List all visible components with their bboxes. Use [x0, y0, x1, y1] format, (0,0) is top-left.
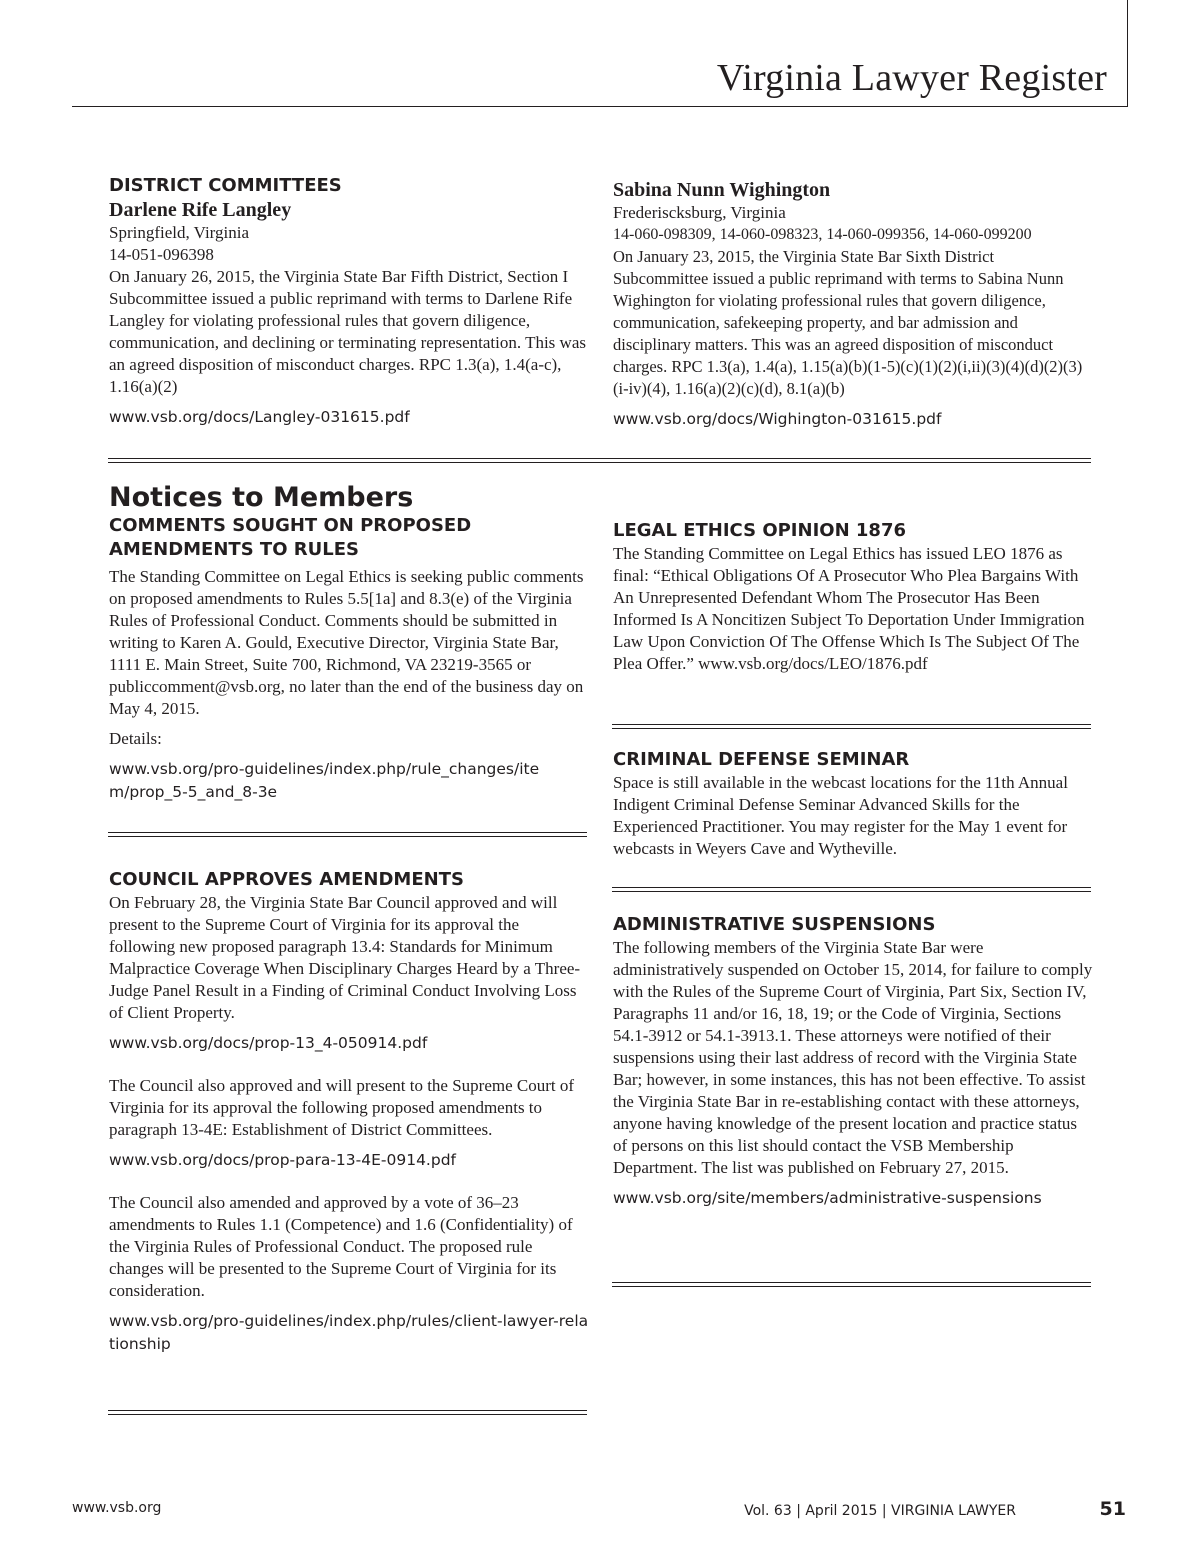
person-name: Sabina Nunn Wighington — [613, 179, 831, 201]
council-link-1[interactable]: www.vsb.org/docs/prop-13_4-050914.pdf — [109, 1034, 428, 1052]
disciplinary-text: On January 23, 2015, the Virginia State Bar Sixth District Subcommittee issued a public reprimand with terms to Sabina Nunn Wighington for violating professional rules that govern diligence, communication, safekeeping property, and bar admission and disciplinary matters. This was an agreed disposition of misconduct charges. RPC 1.3(a), 1.4(a), 1.15(a)(b)(1-5)(c)(1)(2)(i,ii)(3)(4)(d)(2)(3)(i-iv)(4), 1.16(a)(2)(c)(d), 8.1(a)(b) — [613, 247, 1083, 398]
council-text-1: On February 28, the Virginia State Bar Council approved and will present to the Supreme Court of Virginia for its approval the following new proposed paragraph 13.4: Standards for Minimum Malpractice Coverage When Disciplinary Charges Heard by a Three-Judge Panel Result in a Finding of Criminal Conduct Involving Loss of Client Property. — [109, 893, 581, 1022]
leo-heading: LEGAL ETHICS OPINION 1876 — [613, 520, 907, 541]
section-divider — [108, 458, 1091, 463]
suspensions-link[interactable]: www.vsb.org/site/members/administrative-suspensions — [613, 1189, 1042, 1207]
person-name: Darlene Rife Langley — [109, 199, 292, 221]
section-divider — [108, 1410, 587, 1415]
council-heading: COUNCIL APPROVES AMENDMENTS — [109, 869, 464, 890]
council-link-2[interactable]: www.vsb.org/docs/prop-para-13-4E-0914.pdf — [109, 1151, 456, 1169]
suspensions-text: The following members of the Virginia State Bar were administratively suspended on October 15, 2014, for failure to comply with the Rules of the Supreme Court of Virginia, Part Six, Section IV, Paragraphs 11 and/or 16, 18, 19; or the Code of Virginia, Sections 54.1-3912 or 54.1-3913.1. These attorneys were notified of their suspensions using their last address of record with the Virginia State Bar; however, in some instances, this has not been effective. To assist the Virginia State Bar in re-establishing contact with these attorneys, anyone having knowledge of the present location and practice status of persons on this list should contact the VSB Membership Department. The list was published on February 27, 2015. — [613, 938, 1093, 1177]
case-number: 14-051-096398 — [109, 245, 214, 264]
seminar-text: Space is still available in the webcast locations for the 11th Annual Indigent Criminal Defense Seminar Advanced Skills for the Experienced Practitioner. You may register for the May 1 event for webcasts in Weyers Cave and Wytheville. — [613, 773, 1068, 858]
notices-heading: Notices to Members — [109, 482, 414, 513]
suspensions-section — [613, 913, 1093, 1210]
council-text-3: The Council also amended and approved by a vote of 36–23 amendments to Rules 1.1 (Competence) and 1.6 (Confidentiality) of the Virginia Rules of Professional Conduct. The proposed rule changes will be presented to the Supreme Court of Virginia for its consideration. — [109, 1193, 573, 1300]
suspensions-heading: ADMINISTRATIVE SUSPENSIONS — [613, 914, 936, 935]
leo-section — [613, 519, 1093, 675]
header-rule — [72, 106, 1128, 107]
page-number: 51 — [1099, 1498, 1126, 1520]
council-text-2: The Council also approved and will present to the Supreme Court of Virginia for its approval the following proposed amendments to paragraph 13-4E: Establishment of District Committees. — [109, 1076, 575, 1139]
header-title: Virginia Lawyer Register — [716, 57, 1107, 99]
person-location: Springfield, Virginia — [109, 223, 250, 242]
disciplinary-text: On January 26, 2015, the Virginia State Bar Fifth District, Section I Subcommittee issued a public reprimand with terms to Darlene Rife Langley for violating professional rules that govern diligence, communication, and declining or terminating representation. This was an agreed disposition of misconduct charges. RPC 1.3(a), 1.4(a-c), 1.16(a)(2) — [109, 267, 586, 396]
council-section — [109, 868, 589, 1356]
section-divider — [612, 887, 1091, 892]
section-divider — [612, 1282, 1091, 1287]
comments-heading: COMMENTS SOUGHT ON PROPOSED AMENDMENTS TO RULES — [109, 515, 472, 560]
seminar-section — [613, 748, 1093, 860]
leo-text: The Standing Committee on Legal Ethics has issued LEO 1876 as final: “Ethical Obligations Of A Prosecutor Who Plea Bargains With An Unrepresented Defendant Whom The Prosecutor Has Been Informed Is A Noncitizen Subject To Deportation Under Immigration Law Upon Conviction Of The Offense Which Is The Subject Of The Plea Offer.” www.vsb.org/docs/LEO/1876.pdf — [613, 544, 1085, 673]
council-link-3[interactable]: www.vsb.org/pro-guidelines/index.php/rules/client-lawyer-relationship — [109, 1312, 589, 1353]
case-numbers: 14-060-098309, 14-060-098323, 14-060-099356, 14-060-099200 — [613, 226, 1032, 243]
footer-issue: Vol. 63 | April 2015 | VIRGINIA LAWYER — [744, 1503, 1016, 1519]
comments-section — [109, 482, 589, 804]
langley-entry — [109, 174, 589, 429]
pdf-link[interactable]: www.vsb.org/docs/Langley-031615.pdf — [109, 408, 410, 426]
wighington-entry — [613, 178, 1093, 431]
pdf-link[interactable]: www.vsb.org/docs/Wighington-031615.pdf — [613, 410, 942, 428]
section-heading-district-committees: DISTRICT COMMITTEES — [109, 175, 342, 196]
footer-website[interactable]: www.vsb.org — [72, 1500, 162, 1516]
section-divider — [612, 724, 1091, 729]
comments-text: The Standing Committee on Legal Ethics is seeking public comments on proposed amendments to Rules 5.5[1a] and 8.3(e) of the Virginia Rules of Professional Conduct. Comments should be submitted in writing to Karen A. Gould, Executive Director, Virginia State Bar, 1111 E. Main Street, Suite 700, Richmond, VA 23219-3565 or publiccomment@vsb.org, no later than the end of the business day on May 4, 2015. — [109, 567, 584, 718]
header-vertical-rule — [1127, 0, 1128, 107]
person-location: Frederiscksburg, Virginia — [613, 203, 786, 222]
section-divider — [108, 832, 587, 837]
seminar-heading: CRIMINAL DEFENSE SEMINAR — [613, 749, 910, 770]
rule-changes-link[interactable]: www.vsb.org/pro-guidelines/index.php/rule_changes/item/prop_5-5_and_8-3e — [109, 760, 540, 801]
details-label: Details: — [109, 729, 162, 748]
